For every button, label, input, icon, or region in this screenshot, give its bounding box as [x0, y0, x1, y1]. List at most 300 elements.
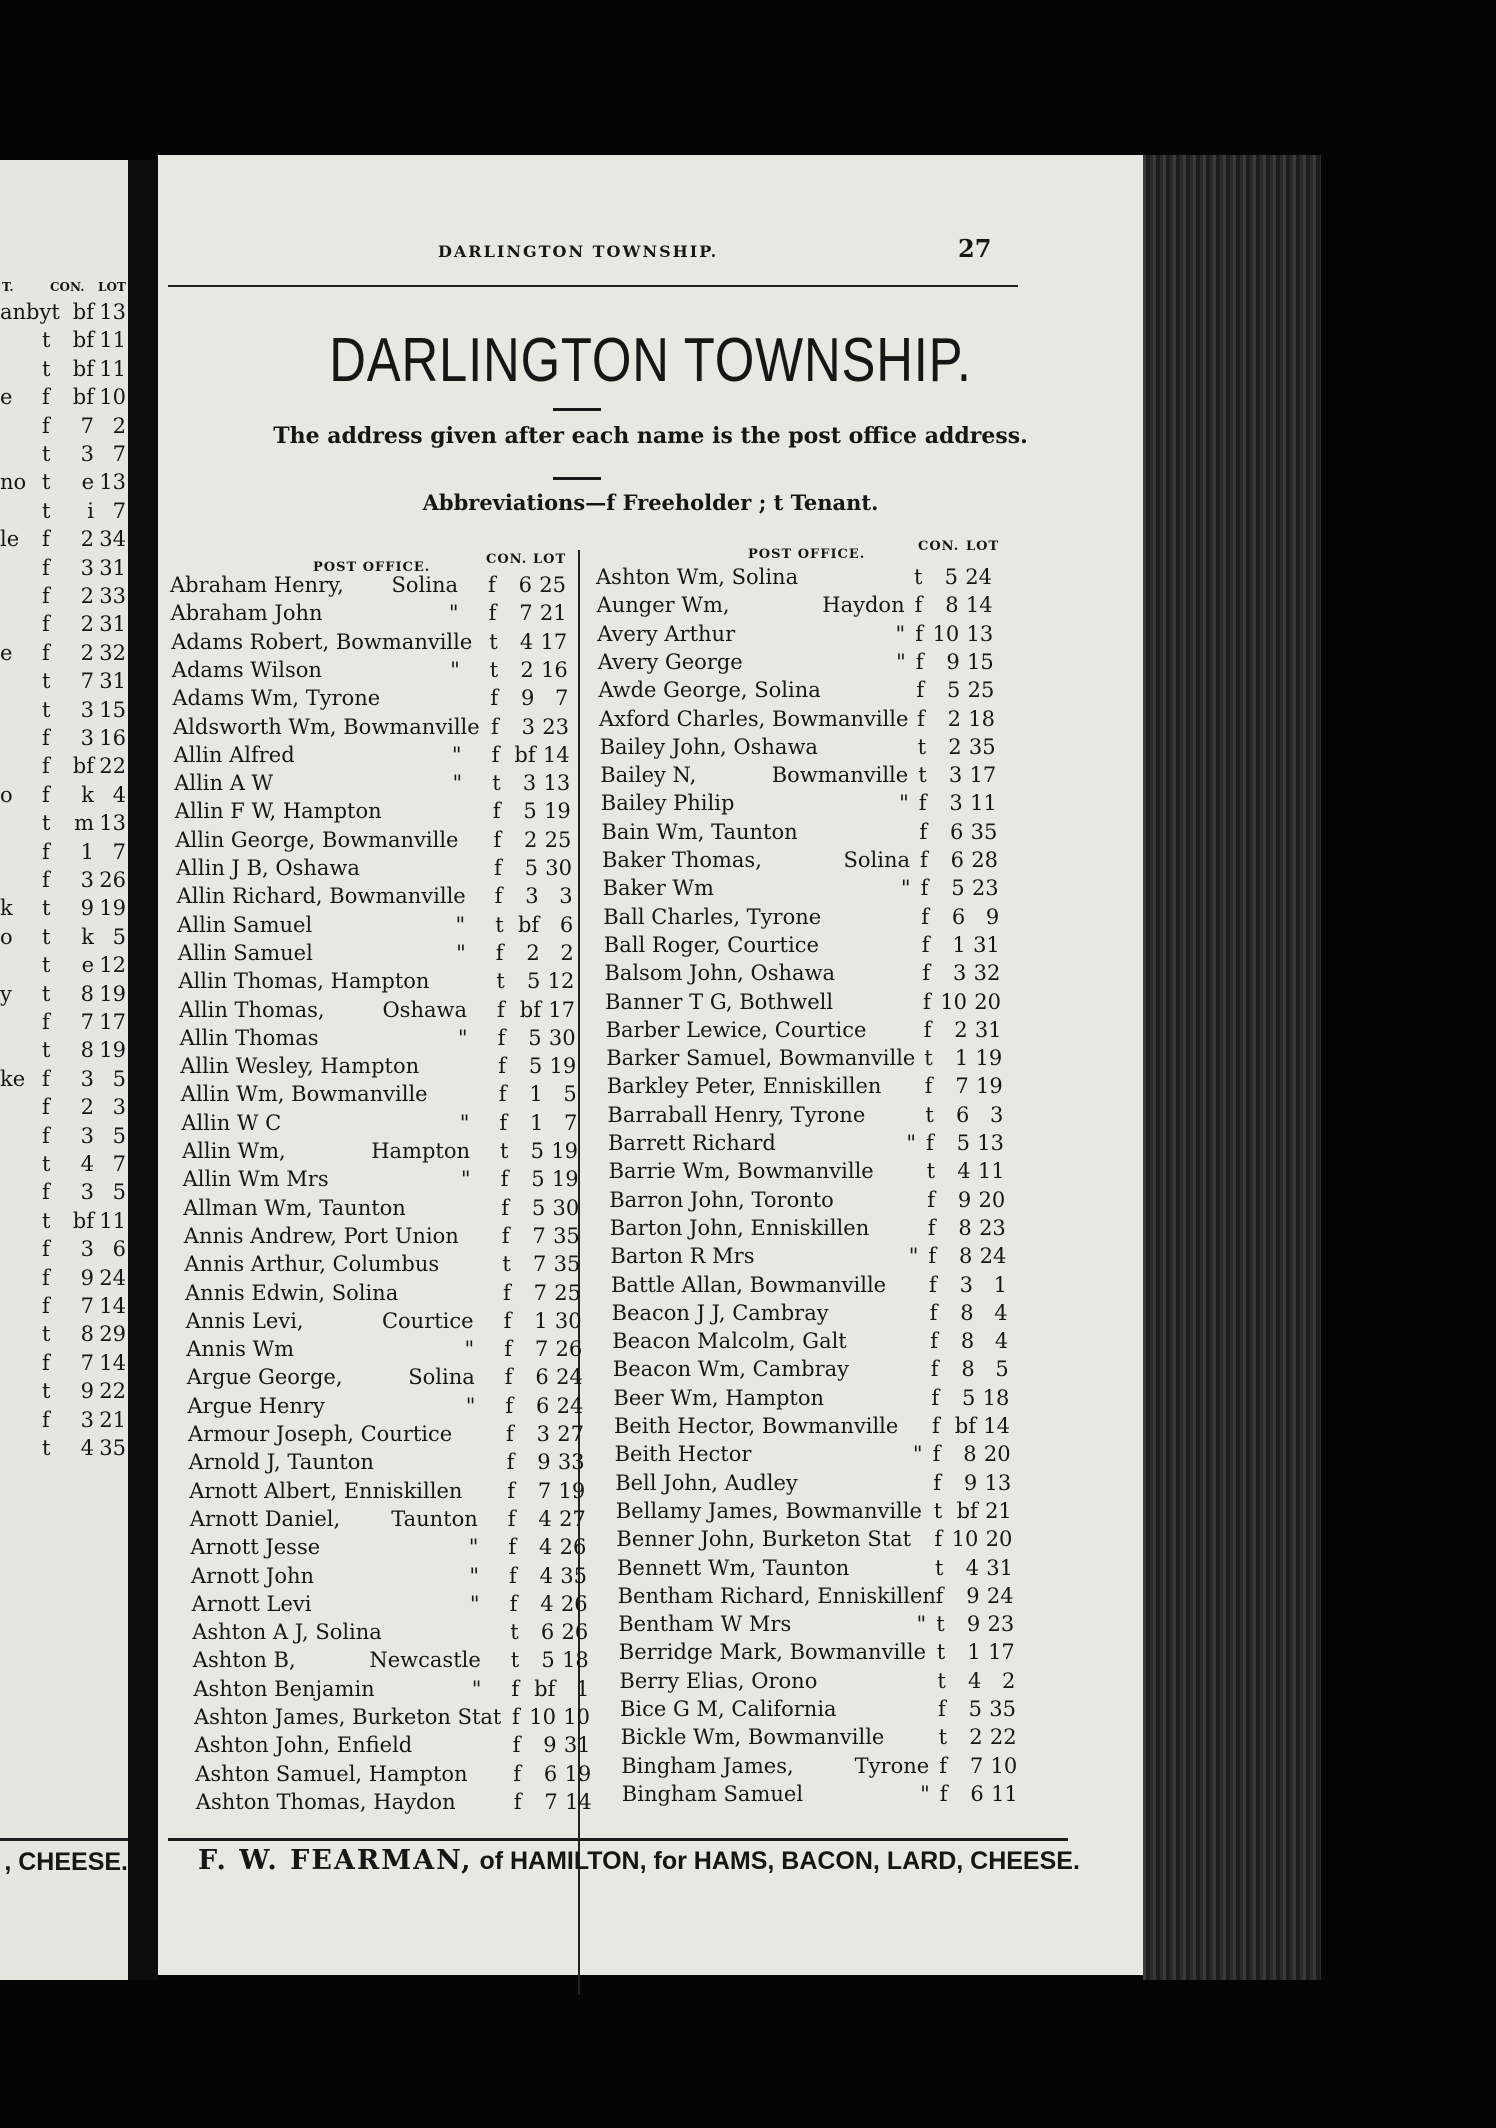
directory-entry [186, 1309, 584, 1337]
resident-name: Ashton James, Burketon Stat [194, 1705, 502, 1729]
concession: bf [954, 1414, 976, 1438]
resident-name: Annis Arthur, Columbus [184, 1252, 440, 1277]
resident-name: Ashton A J, Solina [192, 1620, 382, 1645]
left-row-lot: 5 [112, 1180, 126, 1205]
tenure-status: t [936, 1640, 946, 1665]
tenure-status: f [513, 1789, 522, 1814]
lot-number: 13 [984, 1470, 1012, 1495]
left-row-status: f [42, 1237, 50, 1262]
lot-number: 3 [990, 1102, 1004, 1127]
directory-entry [183, 1167, 581, 1195]
left-row-lot: 14 [99, 1350, 126, 1375]
concession: bf [519, 997, 541, 1022]
resident-name: Berry Elias, Orono [619, 1668, 818, 1693]
left-page-row [0, 1209, 128, 1237]
directory-entry [616, 1527, 1014, 1555]
left-row-status: t [42, 1208, 51, 1233]
left-row-con: 3 [80, 1123, 94, 1148]
resident-name: Allin W C [181, 1110, 282, 1135]
lot-number: 20 [978, 1187, 1006, 1212]
left-row-lot: 19 [99, 981, 126, 1006]
post-office: " [457, 1025, 468, 1050]
concession: 5 [951, 876, 965, 901]
left-page-row [0, 1237, 128, 1265]
post-office: Bowmanville [771, 763, 909, 788]
lot-number: 19 [551, 1167, 579, 1192]
tenure-status: t [489, 629, 498, 654]
resident-name: Barkley Peter, Enniskillen [606, 1074, 882, 1099]
lot-number: 31 [986, 1555, 1013, 1580]
lot-number: 19 [564, 1761, 592, 1786]
left-row-con: bf [72, 754, 94, 779]
post-office: " [468, 1535, 479, 1560]
directory-entry [171, 630, 569, 658]
concession: 7 [544, 1789, 558, 1814]
tenure-status: f [920, 876, 929, 901]
post-office: " [460, 1167, 471, 1192]
left-row-status: f [42, 1095, 50, 1120]
tenure-status: f [509, 1563, 517, 1588]
subtitle-divider [553, 477, 601, 480]
directory-entry [187, 1394, 585, 1422]
tenure-status: f [938, 1697, 946, 1721]
right-col-header-lot: LOT [966, 539, 1000, 554]
directory-entry [171, 601, 569, 629]
lot-number: 30 [545, 856, 572, 880]
left-page-row [0, 840, 128, 868]
directory-entry [195, 1762, 593, 1790]
tenure-status: t [914, 565, 923, 589]
resident-name: Bennett Wm, Taunton [617, 1555, 850, 1580]
concession: 3 [959, 1272, 973, 1297]
concession: 7 [537, 1478, 552, 1503]
left-row-lot: 11 [99, 328, 126, 353]
directory-entry [177, 913, 575, 941]
tenure-status: f [497, 1025, 506, 1050]
directory-entry [617, 1556, 1015, 1584]
lot-number: 25 [544, 827, 572, 852]
concession: 5 [956, 1131, 970, 1155]
post-office: " [471, 1676, 482, 1701]
tenure-status: f [915, 649, 924, 674]
concession: 1 [530, 1110, 544, 1135]
resident-name: Ball Roger, Courtice [603, 932, 819, 957]
left-page-row [0, 414, 128, 442]
tenure-status: t [510, 1620, 519, 1645]
directory-entry [612, 1329, 1010, 1357]
tenure-status: f [512, 1705, 520, 1729]
concession: 6 [518, 573, 532, 597]
directory-entry [598, 650, 996, 678]
lot-number: 25 [539, 573, 566, 597]
resident-name: Allin Thomas, [179, 997, 325, 1022]
post-office: " [464, 1337, 475, 1362]
directory-entry [601, 791, 999, 819]
resident-name: Allin Alfred [173, 742, 295, 767]
tenure-status: f [929, 1272, 937, 1297]
concession: 3 [536, 1422, 550, 1446]
lot-number: 12 [547, 969, 575, 994]
concession: 2 [524, 827, 538, 852]
left-page-row [0, 470, 128, 498]
right-col-header-post-office: POST OFFICE. [748, 547, 866, 562]
left-row-con: 3 [80, 697, 94, 722]
concession: 7 [955, 1074, 969, 1099]
left-row-con: 9 [80, 1265, 94, 1290]
directory-entry [609, 1159, 1007, 1187]
left-row-status: t [42, 981, 51, 1006]
left-row-status: f [42, 1066, 50, 1091]
directory-entry [597, 622, 995, 650]
tenure-status: f [488, 573, 496, 597]
directory-entry [604, 961, 1002, 989]
tenure-status: f [499, 1110, 508, 1135]
left-row-status: t [42, 697, 51, 722]
resident-name: Beacon Malcolm, Galt [612, 1329, 847, 1354]
directory-entry [185, 1281, 583, 1309]
concession: 1 [954, 1046, 969, 1071]
concession: 2 [526, 940, 540, 965]
running-title: DARLINGTON TOWNSHIP. [438, 242, 719, 261]
resident-name: Beacon Wm, Cambray [612, 1357, 849, 1382]
left-row-con: 8 [80, 1038, 94, 1063]
resident-name: Allman Wm, Taunton [183, 1195, 406, 1220]
tenure-status: f [494, 884, 503, 909]
lot-number: 26 [555, 1337, 583, 1362]
directory-entry [607, 1074, 1005, 1102]
resident-name: Allin Samuel [177, 912, 313, 937]
tenure-status: f [493, 827, 502, 852]
directory-entry [614, 1414, 1012, 1442]
left-col-header-lot: LOT [533, 552, 567, 567]
tenure-status: t [935, 1555, 944, 1580]
directory-entry [616, 1499, 1014, 1527]
tenure-status: f [498, 1082, 507, 1107]
tenure-status: f [506, 1422, 514, 1446]
post-office: " [896, 649, 906, 674]
lot-number: 24 [556, 1393, 584, 1418]
tenure-status: t [510, 1648, 520, 1673]
resident-name: Armour Joseph, Courtice [188, 1422, 453, 1446]
lot-number: 27 [557, 1422, 584, 1446]
concession: 7 [969, 1753, 984, 1778]
left-row-status: f [42, 839, 50, 864]
post-office: " [906, 1131, 916, 1155]
abbreviations-legend: Abbreviations—f Freeholder ; t Tenant. [422, 490, 879, 515]
post-office: " [900, 876, 911, 901]
directory-entry [601, 820, 999, 848]
tenure-status: f [916, 678, 925, 703]
tenure-status: f [506, 1450, 515, 1475]
left-page-row [0, 385, 128, 413]
left-row-status: f [42, 1123, 50, 1148]
resident-name: Allin Wm, [182, 1139, 286, 1163]
left-row-lot: 31 [99, 612, 126, 637]
left-row-lot: 34 [99, 527, 126, 552]
left-row-status: f [42, 726, 50, 750]
directory-entry [615, 1471, 1013, 1499]
tenure-status: f [504, 1337, 512, 1362]
left-page-row [0, 641, 128, 669]
concession: 2 [520, 657, 534, 682]
left-row-lot: 7 [112, 839, 126, 864]
left-col-header-con: CON. [486, 552, 528, 567]
concession: 3 [525, 884, 539, 909]
resident-name: Balsom John, Oshawa [604, 961, 836, 986]
lot-number: 1 [576, 1676, 590, 1701]
resident-name: Arnott Albert, Enniskillen [189, 1478, 463, 1503]
lot-number: 5 [563, 1082, 577, 1107]
left-row-status: f [42, 1180, 50, 1205]
resident-name: Adams Robert, Bowmanville [171, 629, 473, 654]
left-row-con: 8 [80, 1322, 94, 1347]
resident-name: Allin Thomas [179, 1025, 319, 1050]
resident-name: Annis Levi, [185, 1308, 304, 1333]
tenure-status: f [512, 1733, 521, 1758]
concession: 4 [968, 1668, 982, 1693]
left-row-con: bf [72, 385, 94, 410]
lot-number: 35 [970, 819, 998, 844]
lot-number: 31 [563, 1733, 591, 1758]
directory-entry [188, 1422, 586, 1450]
resident-name: Argue Henry [187, 1393, 325, 1418]
lot-number: 2 [1002, 1668, 1016, 1693]
concession: 5 [968, 1697, 982, 1721]
lot-number: 26 [561, 1620, 589, 1645]
left-row-fragment: o [0, 924, 13, 949]
tenure-status: t [937, 1668, 946, 1693]
tenure-status: t [492, 771, 501, 796]
concession: 9 [957, 1187, 972, 1212]
directory-entry [610, 1244, 1008, 1272]
directory-entry [622, 1782, 1020, 1810]
left-row-con: i [87, 498, 94, 523]
concession: 1 [952, 932, 966, 957]
left-row-con: 8 [80, 981, 94, 1006]
left-row-lot: 15 [99, 697, 126, 722]
concession: 5 [528, 1054, 543, 1079]
tenure-status: f [939, 1753, 947, 1778]
lot-number: 21 [985, 1498, 1012, 1523]
left-row-con: 7 [80, 413, 94, 438]
tenure-status: f [934, 1527, 943, 1552]
left-row-status: f [42, 868, 50, 892]
directory-entry [189, 1450, 587, 1478]
directory-entry [621, 1725, 1019, 1753]
concession: 4 [965, 1555, 979, 1580]
left-row-status: f [42, 527, 50, 552]
lot-number: 22 [989, 1725, 1017, 1750]
lot-number: 32 [973, 961, 1001, 986]
tenure-status: f [914, 593, 923, 618]
left-footer-rule [0, 1838, 128, 1841]
directory-entry [195, 1733, 593, 1761]
post-office: " [456, 940, 466, 965]
directory-entry [609, 1188, 1007, 1216]
resident-name: Bingham Samuel [621, 1781, 804, 1806]
post-office: Solina [843, 848, 910, 872]
resident-name: Arnott Daniel, [189, 1506, 341, 1531]
left-row-lot: 7 [112, 1152, 126, 1176]
left-page-row [0, 1379, 128, 1407]
running-head [158, 234, 1143, 282]
lot-number: 20 [983, 1442, 1011, 1467]
directory-entry [190, 1507, 588, 1535]
concession: 6 [970, 1781, 984, 1806]
left-row-lot: 7 [112, 442, 126, 466]
post-office: " [451, 742, 462, 767]
left-col-header-post-office: POST OFFICE. [313, 560, 431, 575]
resident-name: Berridge Mark, Bowmanville [618, 1640, 927, 1665]
lot-number: 13 [543, 771, 571, 796]
concession: 4 [539, 1535, 553, 1560]
left-header-t: T. [2, 280, 14, 294]
resident-name: Barrie Wm, Bowmanville [608, 1159, 874, 1184]
lot-number: 18 [562, 1648, 589, 1673]
concession: 7 [532, 1223, 546, 1248]
tenure-status: f [929, 1300, 938, 1325]
concession: 9 [963, 1470, 978, 1495]
tenure-status: t [933, 1498, 943, 1523]
lot-number: 24 [556, 1365, 583, 1390]
directory-entry [176, 856, 574, 884]
footer-rule [168, 1838, 1068, 1841]
left-page-footer: , CHEESE. [4, 1848, 128, 1876]
concession: 9 [543, 1733, 557, 1758]
tenure-status: f [500, 1167, 509, 1192]
left-page-row [0, 1408, 128, 1436]
concession: 9 [966, 1612, 981, 1637]
concession: 5 [962, 1385, 976, 1410]
lot-number: 11 [977, 1159, 1005, 1184]
left-row-fragment: ke [0, 1066, 26, 1091]
resident-name: Bice G M, California [620, 1697, 837, 1721]
left-row-con: bf [72, 328, 94, 353]
concession: 2 [954, 1017, 968, 1042]
post-office: Tyrone [854, 1753, 930, 1778]
lot-number: 11 [991, 1781, 1018, 1806]
resident-name: Barrett Richard [608, 1131, 776, 1155]
resident-name: Allin Wm, Bowmanville [180, 1082, 428, 1107]
concession: 10 [529, 1705, 556, 1729]
directory-entry [599, 707, 997, 735]
left-page-row [0, 584, 128, 612]
tenure-status: f [488, 601, 497, 626]
concession: 3 [953, 961, 967, 986]
concession: 6 [950, 819, 964, 844]
resident-name: Baker Wm [602, 876, 714, 901]
left-row-con: bf [72, 1208, 94, 1233]
left-page-row [0, 1266, 128, 1294]
resident-name: Allin Wesley, Hampton [180, 1054, 420, 1079]
left-row-lot: 24 [99, 1265, 126, 1290]
left-row-lot: 5 [112, 1066, 126, 1091]
directory-entry [606, 1018, 1004, 1046]
tenure-status: f [511, 1676, 520, 1701]
left-row-fragment: o [0, 782, 13, 807]
resident-name: Barber Lewice, Courtice [605, 1017, 867, 1042]
directory-entry [598, 678, 996, 706]
left-row-con: 3 [80, 868, 94, 892]
resident-name: Barron John, Toronto [609, 1187, 834, 1212]
resident-name: Allin Thomas, Hampton [178, 969, 430, 994]
left-row-lot: 29 [99, 1322, 126, 1347]
lot-number: 27 [559, 1506, 586, 1531]
concession: 8 [958, 1215, 972, 1240]
concession: 2 [969, 1725, 983, 1750]
concession: 8 [963, 1442, 977, 1467]
directory-entry [178, 941, 576, 969]
lot-number: 35 [553, 1223, 580, 1248]
concession: 5 [947, 678, 961, 703]
left-row-lot: 6 [112, 1237, 126, 1262]
resident-name: Avery Arthur [597, 621, 736, 646]
left-header-lot: LOT [98, 280, 126, 294]
left-page-row [0, 1152, 128, 1180]
resident-name: Arnott John [191, 1563, 315, 1588]
lot-number: 25 [554, 1280, 581, 1305]
resident-name: Ashton Benjamin [193, 1676, 375, 1701]
concession: bf [534, 1676, 556, 1701]
left-row-fragment: e [0, 640, 13, 665]
lot-number: 35 [989, 1697, 1016, 1721]
concession: 5 [531, 1195, 546, 1220]
tenure-status: t [500, 1139, 509, 1163]
directory-entry [184, 1224, 582, 1252]
post-office: " [469, 1591, 480, 1616]
directory-entry [193, 1648, 591, 1676]
left-row-con: 7 [80, 1294, 94, 1318]
left-row-lot: 17 [99, 1010, 126, 1034]
lot-number: 19 [551, 1139, 578, 1163]
concession: 5 [528, 1025, 542, 1050]
left-row-status: t [42, 1322, 51, 1347]
left-page-row [0, 1294, 128, 1322]
lot-number: 19 [975, 1046, 1003, 1071]
lot-number: 35 [968, 734, 996, 759]
tenure-status: f [919, 819, 928, 844]
lot-number: 1 [993, 1272, 1007, 1297]
left-row-lot: 22 [99, 754, 126, 779]
tenure-status: t [926, 1159, 936, 1184]
left-row-con: 3 [80, 1407, 94, 1432]
resident-name: Bingham James, [621, 1753, 794, 1778]
left-page-row [0, 527, 128, 555]
left-row-con: 2 [80, 640, 94, 665]
lot-number: 10 [563, 1705, 590, 1729]
directory-entry [182, 1139, 580, 1167]
tenure-status: f [503, 1308, 512, 1333]
resident-name: Abraham John [170, 601, 323, 626]
left-row-lot: 4 [112, 782, 126, 807]
left-row-con: e [81, 470, 94, 495]
tenure-status: f [939, 1781, 948, 1806]
left-row-status: t [42, 498, 51, 523]
tenure-status: f [508, 1535, 517, 1560]
resident-name: Barton John, Enniskillen [609, 1215, 870, 1240]
concession: 5 [944, 565, 958, 589]
tenure-status: f [923, 1017, 932, 1042]
tenure-status: f [935, 1583, 944, 1608]
lot-number: 17 [988, 1640, 1015, 1665]
left-row-lot: 11 [99, 356, 126, 381]
lot-number: 9 [985, 904, 1000, 929]
tenure-status: f [491, 742, 500, 767]
directory-entry [173, 715, 571, 743]
left-row-lot: 5 [112, 924, 126, 949]
post-office: Taunton [391, 1506, 478, 1531]
left-row-status: t [42, 924, 51, 949]
